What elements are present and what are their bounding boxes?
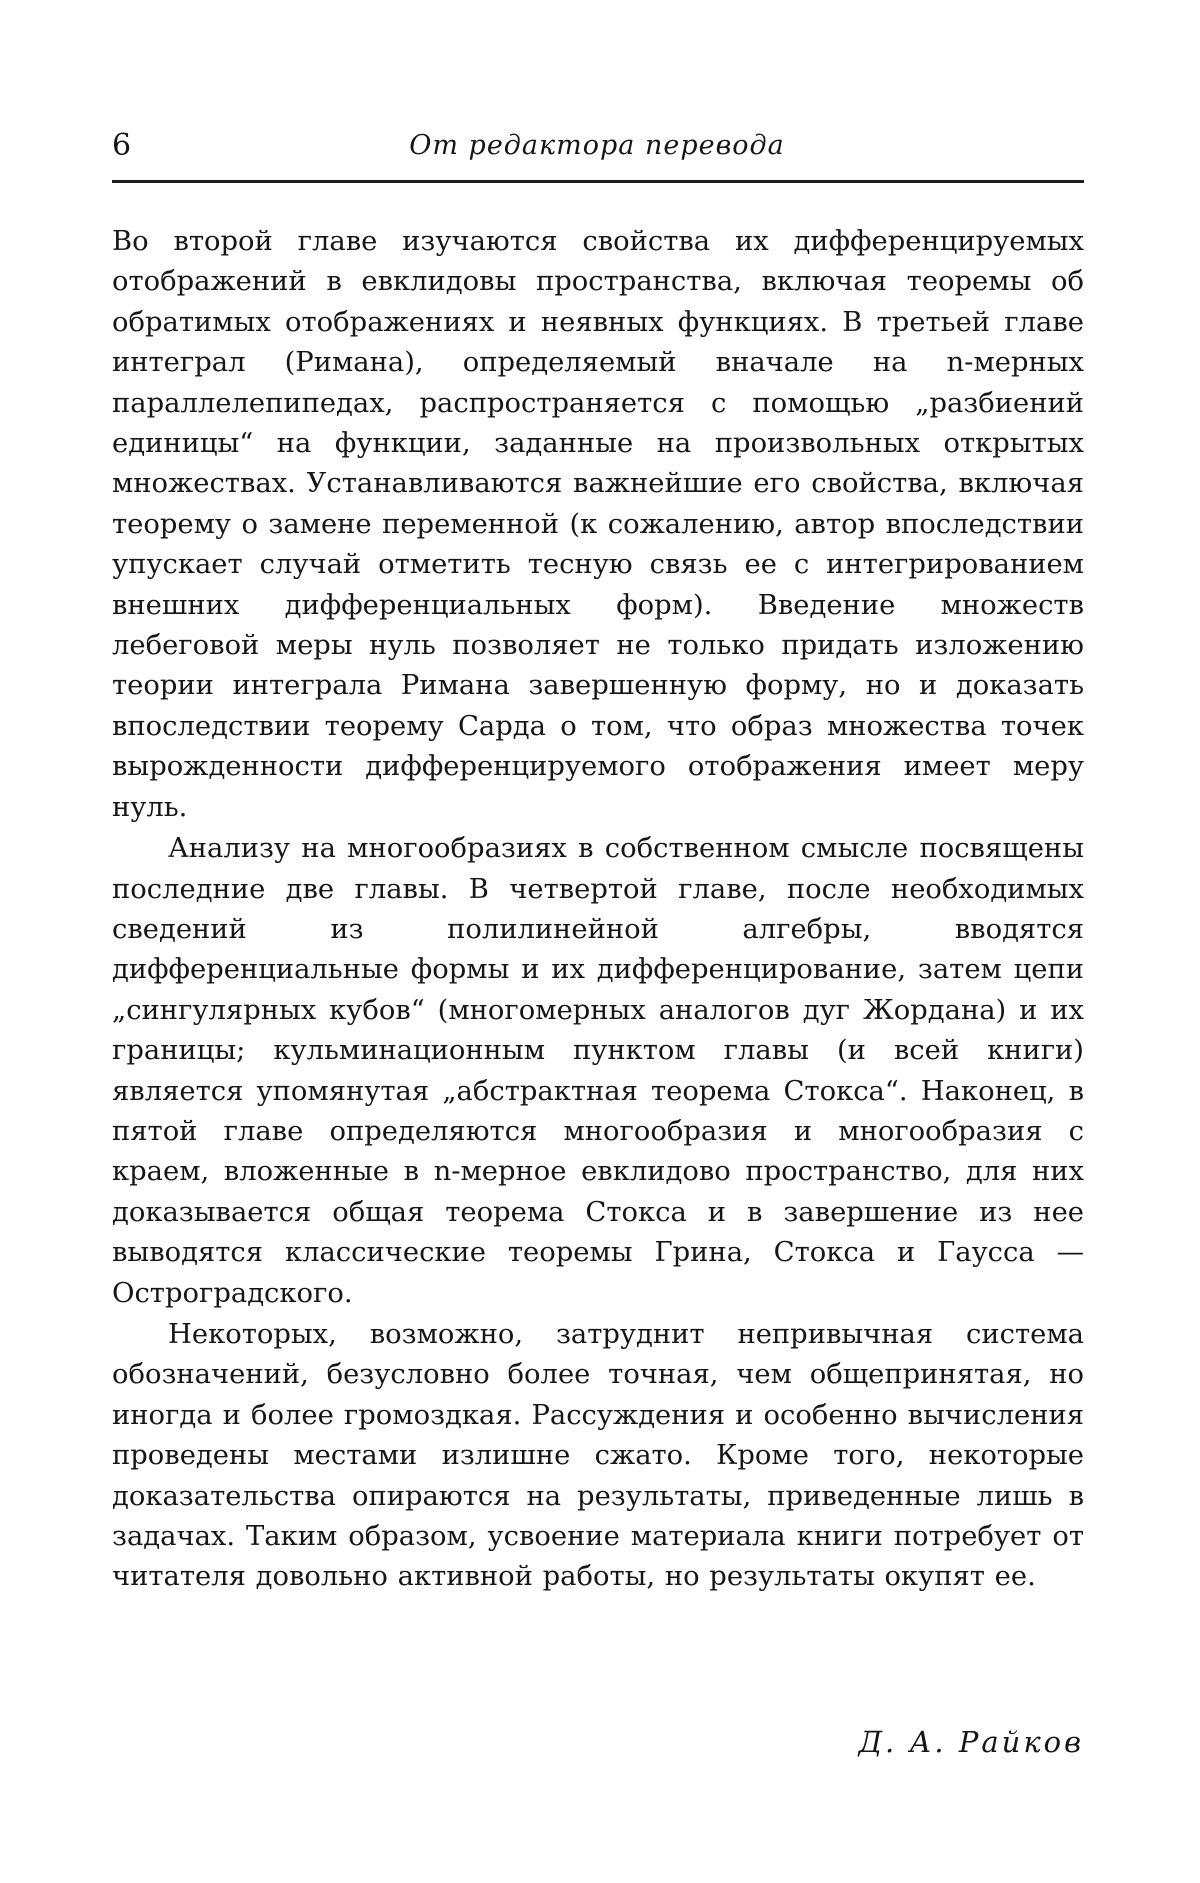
editor-signature: Д. А. Райков	[858, 1725, 1084, 1759]
paragraph-2: Анализу на многообразиях в собственном смысле посвящены последние две главы. В четвертой главе, после необходимых сведений из полилинейной алгебры, вводятся дифференциальные формы и их дифференцирование, затем цепи „сингулярных кубов“ (многомерных аналогов дуг Жордана) и их границы; кульминационным пунктом главы (и всей книги) является упомянутая „абстрактная теорема Стокса“. Наконец, в пятой главе определяются многообразия и многообразия с краем, вложенные в n-мерное евклидово пространство, для них доказывается общая теорема Стокса и в завершение из нее выводятся классические теоремы Грина, Стокса и Гаусса — Остроградского.	[112, 833, 1084, 1309]
running-title: От редактора перевода	[409, 130, 785, 161]
body-text	[112, 222, 1084, 1599]
paragraph-1: Во второй главе изучаются свойства их дифференцируемых отображений в евклидовы пространства, включая теоремы об обратимых отображениях и неявных функциях. В третьей главе интеграл (Римана), определяемый вначале на n-мерных параллелепипедах, распространяется с помощью „разбиений единицы“ на функции, заданные на произвольных открытых множествах. Устанавливаются важнейшие его свойства, включая теорему о замене переменной (к сожалению, автор впоследствии упускает случай отметить тесную связь ее с интегрированием внешних дифференциальных форм). Введение множеств лебеговой меры нуль позволяет не только придать изложению теории интеграла Римана завершенную форму, но и доказать впоследствии теорему Сарда о том, что образ множества точек вырожденности дифференцируемого отображения имеет меру нуль.	[112, 226, 1084, 823]
paragraph-3: Некоторых, возможно, затруднит непривычная система обозначений, безусловно более точная, чем общепринятая, но иногда и более громоздкая. Рассуждения и особенно вычисления проведены местами излишне сжато. Кроме того, некоторые доказательства опираются на результаты, приведенные лишь в задачах. Таким образом, усвоение материала книги потребует от читателя довольно активной работы, но результаты окупят ее.	[112, 1318, 1084, 1593]
running-head	[112, 126, 1082, 166]
header-rule	[112, 180, 1084, 183]
page-number: 6	[112, 128, 132, 163]
